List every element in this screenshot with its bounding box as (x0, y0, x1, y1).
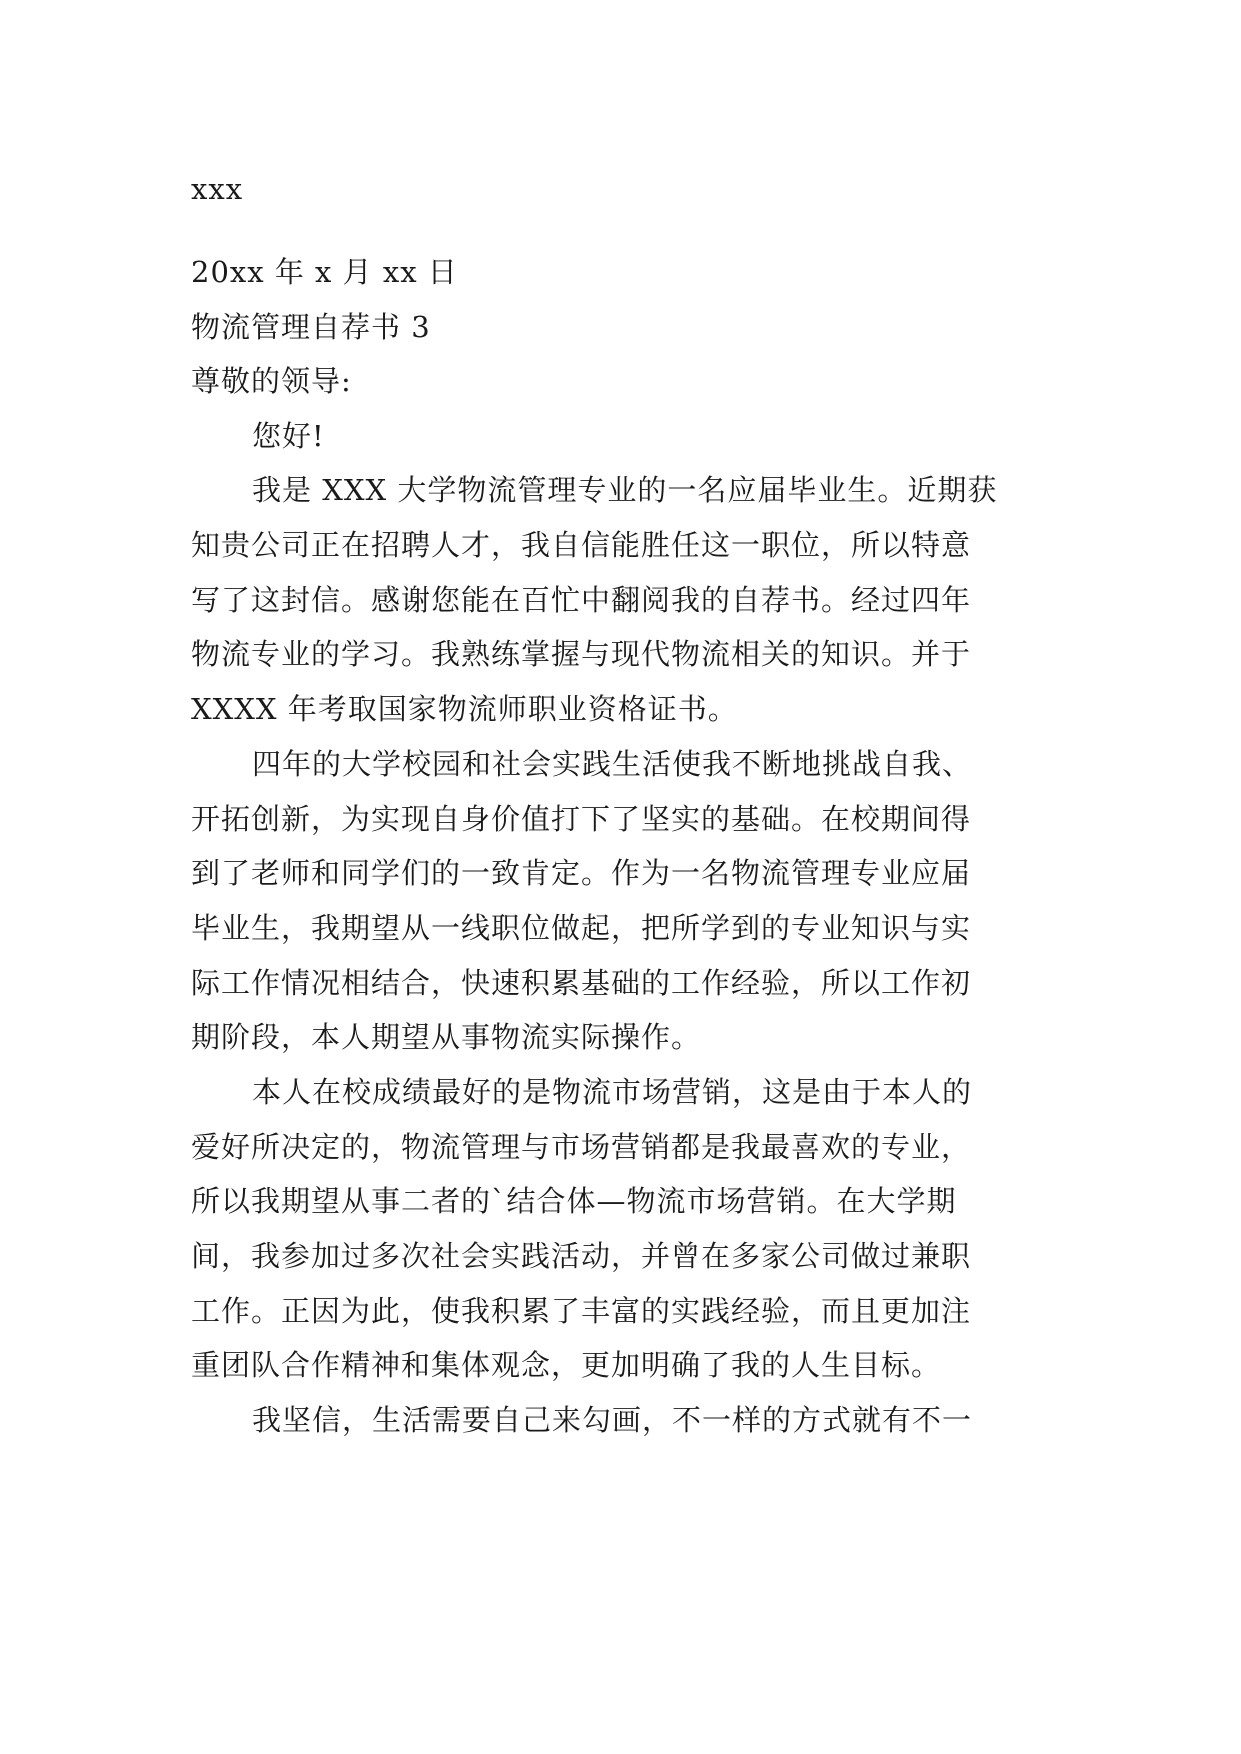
salutation: 尊敬的领导: (191, 364, 352, 398)
paragraph-line: 际工作情况相结合，快速积累基础的工作经验，所以工作初 (191, 966, 972, 1000)
paragraph-line: 四年的大学校园和社会实践生活使我不断地挑战自我、 (252, 747, 973, 781)
paragraph-line: 我是 XXX 大学物流管理专业的一名应届毕业生。近期获 (252, 473, 998, 507)
paragraph-line: 写了这封信。感谢您能在百忙中翻阅我的自荐书。经过四年 (191, 583, 972, 617)
paragraph-line: 毕业生，我期望从一线职位做起，把所学到的专业知识与实 (191, 911, 972, 945)
paragraph-line: 重团队合作精神和集体观念，更加明确了我的人生目标。 (191, 1348, 942, 1382)
signature-name: xxx (191, 172, 244, 206)
paragraph-line: 开拓创新，为实现自身价值打下了坚实的基础。在校期间得 (191, 802, 972, 836)
paragraph-line: 爱好所决定的，物流管理与市场营销都是我最喜欢的专业， (191, 1130, 972, 1164)
paragraph-line: XXXX 年考取国家物流师职业资格证书。 (191, 692, 738, 726)
paragraph-line: 工作。正因为此，使我积累了丰富的实践经验，而且更加注 (191, 1294, 972, 1328)
paragraph-line: 本人在校成绩最好的是物流市场营销，这是由于本人的 (252, 1075, 973, 1109)
greeting: 您好! (252, 419, 325, 453)
paragraph-line: 间，我参加过多次社会实践活动，并曾在多家公司做过兼职 (191, 1239, 972, 1273)
paragraph-line: 期阶段，本人期望从事物流实际操作。 (191, 1020, 702, 1054)
document-title: 物流管理自荐书 3 (191, 310, 431, 344)
paragraph-line: 所以我期望从事二者的`结合体—物流市场营销。在大学期 (191, 1184, 957, 1218)
letter-date: 20xx 年 x 月 xx 日 (191, 255, 458, 289)
paragraph-line: 我坚信，生活需要自己来勾画，不一样的方式就有不一 (252, 1403, 973, 1437)
paragraph-line: 物流专业的学习。我熟练掌握与现代物流相关的知识。并于 (191, 637, 972, 671)
paragraph-line: 到了老师和同学们的一致肯定。作为一名物流管理专业应届 (191, 856, 972, 890)
paragraph-line: 知贵公司正在招聘人才，我自信能胜任这一职位，所以特意 (191, 528, 972, 562)
